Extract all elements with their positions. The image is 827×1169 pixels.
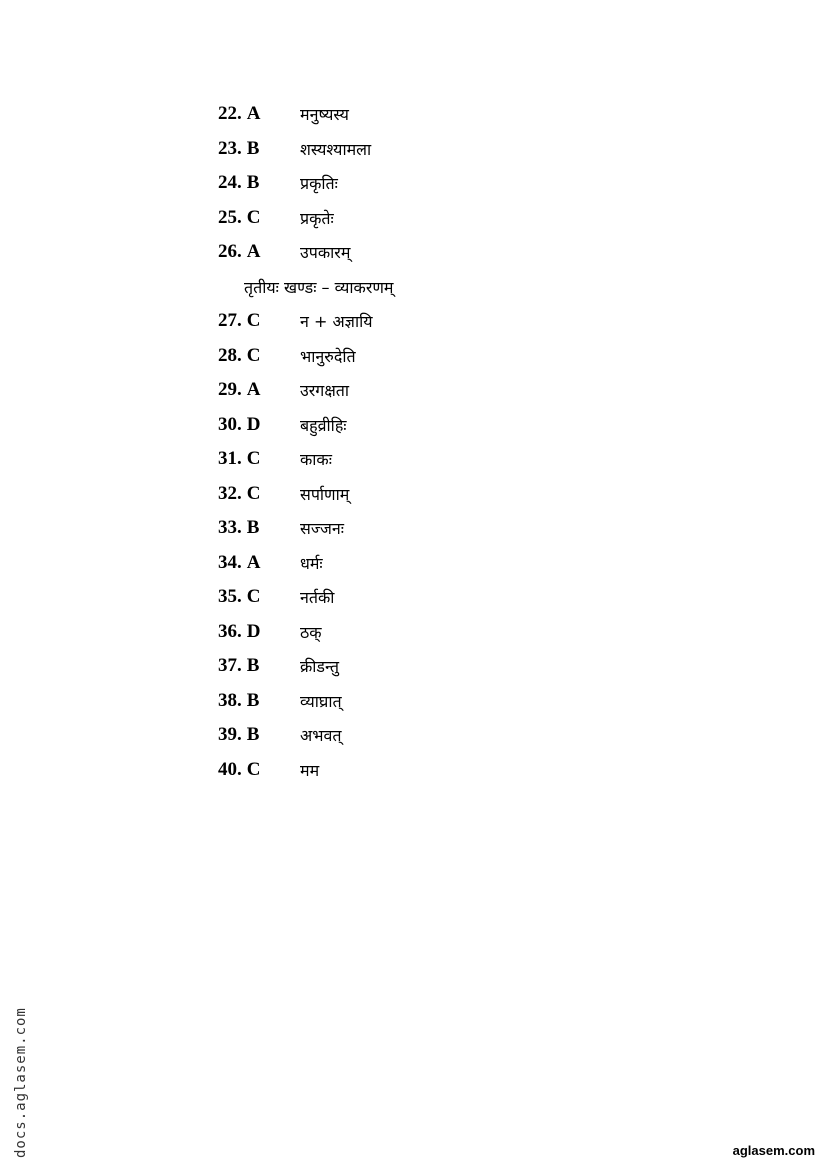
answer-option: B	[246, 655, 260, 677]
question-label	[218, 379, 300, 401]
answer-text: ठक्	[300, 622, 322, 642]
answer-option: B	[246, 172, 260, 194]
question-label	[218, 207, 300, 229]
answer-row	[218, 718, 618, 753]
question-number: 39.	[218, 724, 242, 746]
answer-row	[218, 408, 618, 443]
answer-option: A	[246, 551, 261, 573]
question-number: 40.	[218, 758, 242, 780]
answer-text: उपकारम्	[300, 243, 351, 263]
question-number: 25.	[218, 206, 242, 228]
answer-row	[218, 477, 618, 512]
answer-text: क्रीडन्तु	[300, 657, 340, 677]
answer-option: B	[246, 724, 260, 746]
question-label	[218, 345, 300, 367]
question-number: 36.	[218, 620, 242, 642]
answer-text: शस्यश्यामला	[300, 139, 372, 159]
answer-text: भानुरुदेति	[300, 346, 356, 366]
answer-row	[218, 373, 618, 408]
answer-row	[218, 201, 618, 236]
answer-option: A	[246, 241, 261, 263]
question-label	[218, 690, 300, 712]
answer-row	[218, 166, 618, 201]
answer-text: धर्मः	[300, 553, 323, 573]
answer-option: A	[246, 379, 261, 401]
answer-text: अभवत्	[300, 726, 342, 746]
answer-text: सज्जनः	[300, 519, 344, 539]
answer-text: प्रकृतिः	[300, 174, 338, 194]
answer-text: बहुव्रीहिः	[300, 415, 347, 435]
answer-key-list	[218, 97, 618, 787]
question-number: 37.	[218, 655, 242, 677]
answer-row	[218, 580, 618, 615]
question-label	[218, 724, 300, 746]
question-number: 34.	[218, 551, 242, 573]
answer-option: D	[246, 413, 261, 435]
question-label	[218, 138, 300, 160]
question-number: 35.	[218, 586, 242, 608]
question-number: 27.	[218, 310, 242, 332]
answer-text: व्याघ्रात्	[300, 691, 342, 711]
answer-text: काकः	[300, 450, 332, 470]
answer-option: C	[246, 586, 261, 608]
answer-text: उरगक्षता	[300, 381, 350, 401]
section-heading: तृतीयः खण्डः – व्याकरणम्	[244, 277, 394, 297]
answer-text: सर्पाणाम्	[300, 484, 350, 504]
answer-option: C	[246, 310, 261, 332]
question-number: 30.	[218, 413, 242, 435]
answer-text: प्रकृतेः	[300, 208, 334, 228]
answer-row	[218, 339, 618, 374]
answer-option: C	[246, 448, 261, 470]
question-number: 38.	[218, 689, 242, 711]
question-number: 22.	[218, 103, 242, 125]
question-number: 29.	[218, 379, 242, 401]
answer-row	[218, 97, 618, 132]
question-label	[218, 586, 300, 608]
question-label	[218, 621, 300, 643]
question-label	[218, 103, 300, 125]
question-label	[218, 448, 300, 470]
answer-row	[218, 442, 618, 477]
answer-row	[218, 511, 618, 546]
answer-row	[218, 546, 618, 581]
answer-group-reading	[218, 97, 618, 270]
answer-group-grammar	[218, 304, 618, 787]
question-label	[218, 655, 300, 677]
question-number: 31.	[218, 448, 242, 470]
side-watermark: docs.aglasem.com	[13, 1007, 29, 1158]
question-label	[218, 759, 300, 781]
answer-row	[218, 132, 618, 167]
answer-text: मनुष्यस्य	[300, 105, 349, 125]
question-label	[218, 517, 300, 539]
question-label	[218, 172, 300, 194]
question-number: 28.	[218, 344, 242, 366]
answer-row	[218, 304, 618, 339]
question-label	[218, 552, 300, 574]
answer-text: न + अज्ञायि	[300, 312, 373, 332]
answer-option: A	[246, 103, 261, 125]
answer-row	[218, 615, 618, 650]
answer-option: D	[246, 620, 261, 642]
answer-row	[218, 753, 618, 788]
answer-option: B	[246, 517, 260, 539]
answer-option: B	[246, 137, 260, 159]
question-number: 26.	[218, 241, 242, 263]
question-number: 33.	[218, 517, 242, 539]
question-number: 24.	[218, 172, 242, 194]
question-number: 32.	[218, 482, 242, 504]
answer-option: C	[246, 482, 261, 504]
question-label	[218, 241, 300, 263]
question-number: 23.	[218, 137, 242, 159]
answer-option: B	[246, 689, 260, 711]
question-label	[218, 310, 300, 332]
answer-row	[218, 235, 618, 270]
question-label	[218, 414, 300, 436]
answer-option: C	[246, 758, 261, 780]
answer-row	[218, 684, 618, 719]
footer-brand-watermark: aglasem.com	[732, 1143, 815, 1158]
answer-row	[218, 649, 618, 684]
answer-option: C	[246, 206, 261, 228]
answer-option: C	[246, 344, 261, 366]
question-label	[218, 483, 300, 505]
answer-text: नर्तकी	[300, 588, 335, 608]
answer-text: मम	[300, 760, 320, 780]
